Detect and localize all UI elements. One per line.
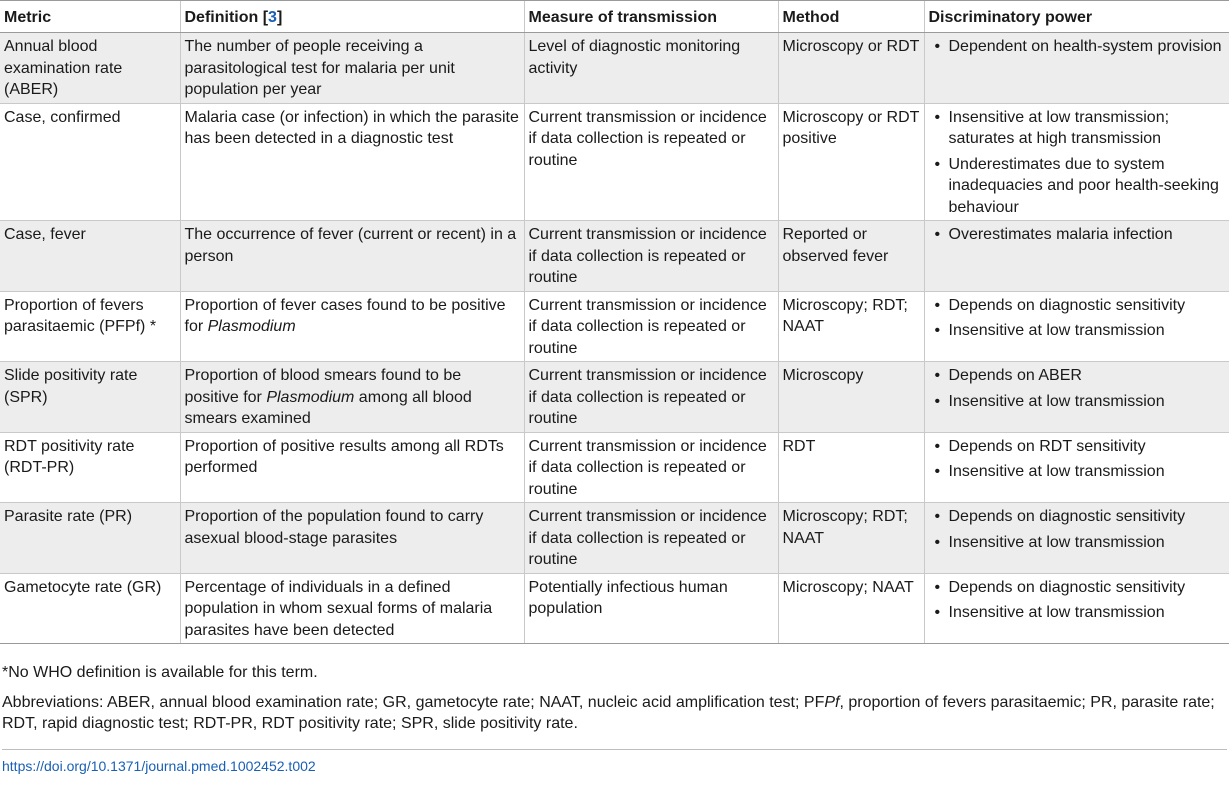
bullet-icon: • [934,108,941,126]
cell-definition: Percentage of individuals in a defined population in whom sexual forms of malaria parasites have been detected [180,573,524,644]
list-item [929,506,1226,528]
cell-metric: Slide positivity rate (SPR) [0,362,180,433]
cell-metric: Annual blood examination rate (ABER) [0,33,180,104]
cell-measure: Current transmission or incidence if data collection is repeated or routine [524,503,778,574]
bullet-icon: • [934,38,941,55]
header-method: Method [778,1,924,33]
table-row [0,291,1229,362]
cell-discriminatory-power [924,33,1229,104]
definition-italic: Plasmodium [266,388,355,406]
table-row [0,362,1229,433]
table-footnotes [0,644,1229,777]
definition-text: Proportion of fever cases found to be positive for [184,296,506,335]
bullet-list [929,577,1226,624]
bullet-list [929,36,1226,58]
list-item [929,365,1226,387]
cell-method: Microscopy; RDT; NAAT [778,291,924,362]
bullet-list [929,295,1226,342]
cell-discriminatory-power [924,291,1229,362]
definition-italic: Plasmodium [207,318,296,335]
bullet-icon: • [934,296,941,314]
bullet-text: Insensitive at low transmission [948,322,1165,339]
bullet-text: Insensitive at low transmission; saturates at high transmission [948,108,1170,147]
bullet-icon: • [934,322,941,339]
bullet-icon: • [934,155,941,173]
cell-measure: Current transmission or incidence if data collection is repeated or routine [524,291,778,362]
cell-measure: Level of diagnostic monitoring activity [524,33,778,104]
list-item [929,295,1226,317]
cell-method: Microscopy; RDT; NAAT [778,503,924,574]
bullet-icon: • [934,463,941,480]
cell-method: Microscopy or RDT [778,33,924,104]
cell-measure: Current transmission or incidence if data collection is repeated or routine [524,103,778,221]
table-row [0,573,1229,644]
cell-definition [180,362,524,433]
bullet-icon: • [934,533,941,551]
bullet-icon: • [934,437,941,455]
cell-definition: Proportion of the population found to carry asexual blood-stage parasites [180,503,524,574]
list-item [929,602,1226,624]
cell-definition: Proportion of positive results among all RDTs performed [180,432,524,503]
table-row [0,33,1229,104]
bullet-text: Dependent on health-system provision [948,38,1222,55]
cell-definition: The number of people receiving a parasitological test for malaria per unit population per year [180,33,524,104]
list-item [929,320,1226,342]
doi-row [2,749,1227,778]
cell-method: Microscopy [778,362,924,433]
table-row [0,221,1229,292]
bullet-text: Depends on diagnostic sensitivity [948,508,1186,525]
bullet-text: Insensitive at low transmission [948,533,1165,551]
cell-definition: Malaria case (or infection) in which the parasite has been detected in a diagnostic test [180,103,524,221]
cell-discriminatory-power [924,362,1229,433]
reference-link[interactable]: 3 [268,9,277,26]
header-metric: Metric [0,1,180,33]
cell-definition: The occurrence of fever (current or recent) in a person [180,221,524,292]
bullet-icon: • [934,367,941,384]
cell-metric: RDT positivity rate (RDT-PR) [0,432,180,503]
table-body [0,33,1229,644]
cell-discriminatory-power [924,221,1229,292]
header-definition [180,1,524,33]
abbrev-text-2: , proportion of fevers parasitaemic; PR, parasite rate; RDT, rapid diagnostic test; RDT-PR, RDT positivity rate; SPR, slide positivity rate. [2,693,1215,732]
bullet-icon: • [934,392,941,410]
header-discriminatory-power: Discriminatory power [924,1,1229,33]
cell-method: Microscopy or RDT positive [778,103,924,221]
list-item [929,436,1226,458]
bullet-text: Overestimates malaria infection [948,226,1173,243]
bullet-list [929,107,1226,219]
bullet-text: Underestimates due to system inadequacies and poor health-seeking behaviour [948,155,1219,216]
cell-discriminatory-power [924,503,1229,574]
bullet-list [929,506,1226,553]
list-item [929,577,1226,599]
table-row [0,103,1229,221]
table-row [0,503,1229,574]
cell-measure: Current transmission or incidence if data collection is repeated or routine [524,362,778,433]
cell-measure: Current transmission or incidence if data collection is repeated or routine [524,221,778,292]
cell-discriminatory-power [924,573,1229,644]
bullet-list [929,365,1226,412]
cell-metric: Parasite rate (PR) [0,503,180,574]
cell-measure: Potentially infectious human population [524,573,778,644]
footnote-abbreviations [2,692,1227,735]
list-item [929,36,1226,58]
bullet-icon: • [934,578,941,596]
bullet-text: Depends on diagnostic sensitivity [948,296,1186,314]
cell-discriminatory-power [924,432,1229,503]
bullet-icon: • [934,226,941,243]
list-item [929,154,1226,219]
bullet-text: Depends on diagnostic sensitivity [948,578,1186,596]
cell-method: RDT [778,432,924,503]
footnote-who: *No WHO definition is available for this term. [2,664,318,681]
cell-method: Microscopy; NAAT [778,573,924,644]
definition-text-tail: among all blood smears examined [184,388,472,427]
bullet-list [929,224,1226,246]
bullet-text: Insensitive at low transmission [948,463,1165,480]
header-definition-close: ] [276,9,283,26]
list-item [929,532,1226,554]
doi-link[interactable]: https://doi.org/10.1371/journal.pmed.1002452.t002 [2,757,316,774]
cell-metric: Proportion of fevers parasitaemic (PFPf) * [0,291,180,362]
list-item [929,391,1226,413]
header-definition-label: Definition [ [184,9,269,26]
bullet-icon: • [934,604,941,621]
cell-metric: Case, confirmed [0,103,180,221]
list-item [929,461,1226,483]
header-row [0,1,1229,33]
list-item [929,107,1226,150]
list-item [929,224,1226,246]
cell-metric: Case, fever [0,221,180,292]
cell-metric: Gametocyte rate (GR) [0,573,180,644]
bullet-text: Insensitive at low transmission [948,392,1165,410]
bullet-icon: • [934,508,941,525]
bullet-text: Depends on ABER [948,367,1082,384]
cell-discriminatory-power [924,103,1229,221]
header-measure: Measure of transmission [524,1,778,33]
cell-method: Reported or observed fever [778,221,924,292]
cell-definition [180,291,524,362]
definition-text: Proportion of blood smears found to be positive for [184,367,462,406]
bullet-list [929,436,1226,483]
table-row [0,432,1229,503]
bullet-text: Insensitive at low transmission [948,604,1165,621]
abbrev-italic: Pf [824,693,840,711]
bullet-text: Depends on RDT sensitivity [948,437,1146,455]
cell-measure: Current transmission or incidence if data collection is repeated or routine [524,432,778,503]
abbrev-text-1: Abbreviations: ABER, annual blood examination rate; GR, gametocyte rate; NAAT, nucleic acid amplification test; PF [2,693,825,711]
